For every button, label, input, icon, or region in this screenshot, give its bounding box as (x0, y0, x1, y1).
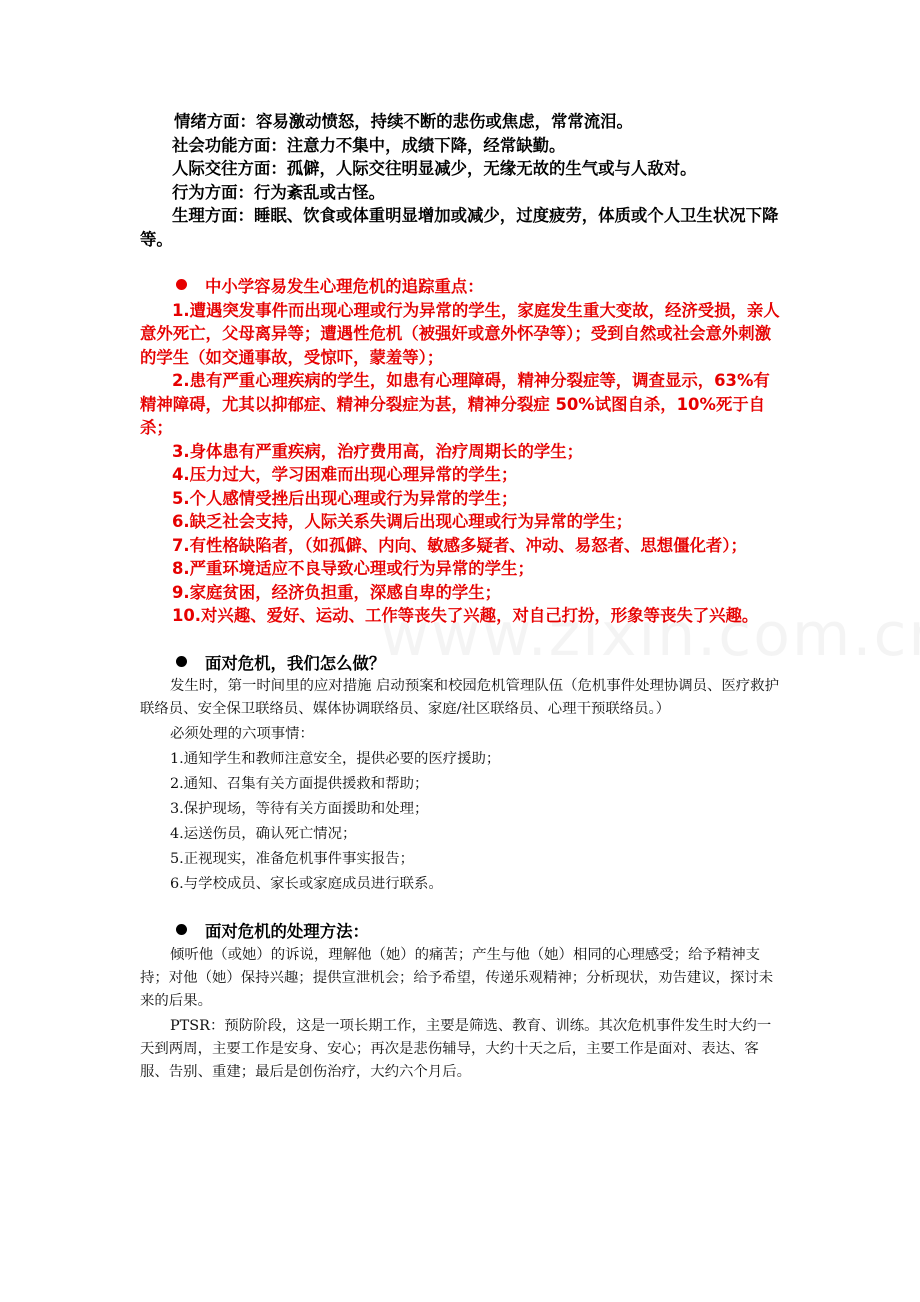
response-section (140, 652, 785, 897)
tracking-heading-text: 中小学容易发生心理危机的追踪重点： (205, 277, 484, 296)
symptom-physical: 生理方面：睡眠、饮食或体重明显增加或减少，过度疲劳，体质或个人卫生状况下降等。 (140, 206, 779, 249)
six-items-title: 必须处理的六项事情： (170, 726, 314, 742)
tracking-item: 3.身体患有严重疾病，治疗费用高，治疗周期长的学生； (172, 441, 584, 461)
ptsr-paragraph: PTSR：预防阶段，这是一项长期工作，主要是筛选、教育、训练。其次危机事件发生时大约一天到两周，主要工作是安身、安心；再次是悲伤辅导，大约十天之后，主要工作是面对、表达、客服、告别、重建；最后是创伤治疗，大约六个月后。 (140, 1017, 772, 1080)
response-intro: 发生时，第一时间里的应对措施 启动预案和校园危机管理队伍（危机事件处理协调员、医疗救护联络员、安全保卫联络员、媒体协调联络员、家庭/社区联络员、心理干预联络员。） (140, 678, 779, 717)
symptom-emotion: 情绪方面：容易激动愤怒，持续不断的悲伤或焦虑，常常流泪。 (174, 112, 633, 131)
six-item: 4.运送伤员，确认死亡情况； (170, 826, 357, 842)
symptom-interpersonal: 人际交往方面：孤僻，人际交往明显减少，无缘无故的生气或与人敌对。 (172, 159, 697, 178)
methods-section (140, 920, 785, 1084)
tracking-item: 10.对兴趣、爱好、运动、工作等丧失了兴趣，对自己打扮，形象等丧失了兴趣。 (172, 606, 759, 625)
six-item: 5.正视现实，准备危机事件事实报告； (170, 851, 414, 867)
tracking-item: 7.有性格缺陷者，（如孤僻、内向、敏感多疑者、冲动、易怒者、思想僵化者）； (172, 535, 747, 555)
tracking-item: 5.个人感情受挫后出现心理或行为异常的学生； (172, 488, 518, 508)
response-heading-text: 面对危机，我们怎么做？ (205, 653, 386, 673)
six-item: 6.与学校成员、家长或家庭成员进行联系。 (170, 876, 443, 892)
six-item: 1.通知学生和教师注意安全，提供必要的医疗援助； (170, 751, 501, 767)
methods-heading (140, 920, 785, 944)
symptom-behavior: 行为方面：行为紊乱或古怪。 (172, 182, 386, 202)
tracking-item: 6.缺乏社会支持，人际关系失调后出现心理或行为异常的学生； (172, 512, 633, 531)
tracking-item: 9.家庭贫困，经济负担重，深感自卑的学生； (172, 582, 502, 602)
methods-heading-text: 面对危机的处理方法： (205, 922, 369, 941)
bullet-icon (176, 656, 187, 667)
methods-paragraph: 倾听他（或她）的诉说，理解他（她）的痛苦；产生与他（她）相同的心理感受；给予精神支持；对他（她）保持兴趣；提供宣泄机会；给予希望，传递乐观精神；分析现状，劝告建议，探讨未来的后果。 (140, 946, 774, 1009)
document-content (140, 110, 785, 1084)
tracking-item: 2.患有严重心理疾病的学生，如患有心理障碍，精神分裂症等，调查显示，63%有精神障碍，尤其以抑郁症、精神分裂症为甚，精神分裂症 50%试图自杀，10%死于自杀； (140, 371, 770, 437)
tracking-item: 8.严重环境适应不良导致心理或行为异常的学生； (172, 559, 534, 578)
symptom-social-function: 社会功能方面：注意力不集中，成绩下降，经常缺勤。 (172, 135, 566, 155)
bullet-icon (176, 279, 187, 290)
tracking-item: 1.遭遇突发事件而出现心理或行为异常的学生，家庭发生重大变故，经济受损，亲人意外死亡，父母离异等；遭遇性危机（被强奸或意外怀孕等）；受到自然或社会意外刺激的学生（如交通事故，受惊吓，蒙羞等）； (140, 300, 780, 367)
response-heading (140, 652, 785, 676)
tracking-item: 4.压力过大，学习困难而出现心理异常的学生； (172, 465, 518, 484)
tracking-heading (140, 275, 785, 299)
six-item: 3.保护现场，等待有关方面援助和处理； (170, 801, 429, 817)
tracking-section (140, 275, 785, 628)
symptom-section (140, 110, 785, 251)
bullet-icon (176, 924, 187, 935)
six-item: 2.通知、召集有关方面提供援救和帮助； (170, 776, 429, 792)
